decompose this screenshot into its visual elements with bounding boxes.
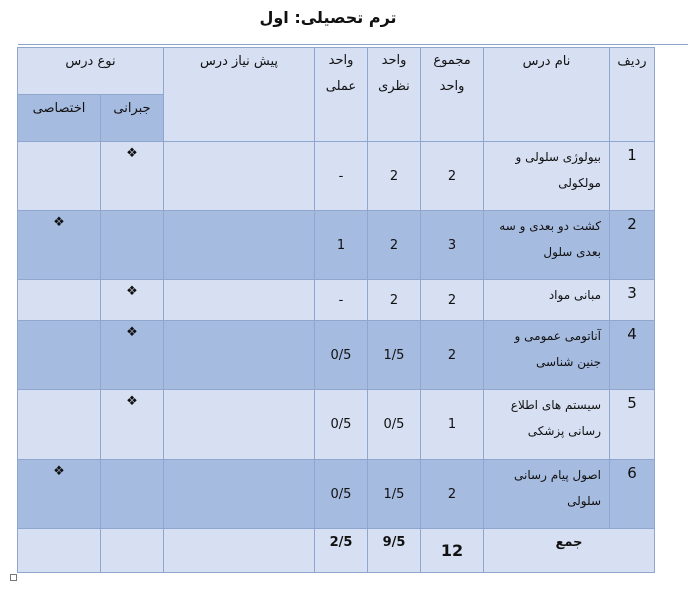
- courses-table: [17, 47, 655, 573]
- compensatory-mark-icon: ❖: [101, 390, 164, 460]
- course-name: سیستم های اطلاع رسانی پزشکی: [484, 390, 610, 460]
- practical-units: 1: [315, 211, 368, 280]
- header-row-number: ردیف: [610, 48, 655, 142]
- total-units: 1: [421, 390, 484, 460]
- course-name: بیولوژی سلولی و مولکولی: [484, 142, 610, 211]
- course-name: مبانی مواد: [484, 280, 610, 321]
- practical-units: 0/5: [315, 460, 368, 529]
- course-name: آناتومی عمومی و جنین شناسی: [484, 321, 610, 390]
- table-row: [18, 280, 655, 321]
- totals-label: جمع: [484, 529, 655, 573]
- table-row: [18, 321, 655, 390]
- table-row: [18, 142, 655, 211]
- totals-row: [18, 529, 655, 573]
- specialized-mark-icon: [18, 280, 101, 321]
- totals-practical-units: 2/5: [315, 529, 368, 573]
- prerequisite: [164, 142, 315, 211]
- practical-units: 0/5: [315, 321, 368, 390]
- specialized-mark-icon: [18, 142, 101, 211]
- practical-units: 0/5: [315, 390, 368, 460]
- prerequisite: [164, 280, 315, 321]
- prerequisite: [164, 321, 315, 390]
- header-compensatory: جبرانی: [101, 95, 164, 142]
- total-units: 2: [421, 460, 484, 529]
- theory-units: 2: [368, 280, 421, 321]
- theory-units: 2: [368, 142, 421, 211]
- header-specialized: اختصاصی: [18, 95, 101, 142]
- total-units: 2: [421, 280, 484, 321]
- compensatory-mark-icon: ❖: [101, 280, 164, 321]
- table-row: [18, 211, 655, 280]
- table-resize-handle[interactable]: [10, 574, 17, 581]
- specialized-mark-icon: [18, 390, 101, 460]
- totals-compensatory: [101, 529, 164, 573]
- totals-specialized: [18, 529, 101, 573]
- totals-theory-units: 9/5: [368, 529, 421, 573]
- top-divider: [18, 44, 688, 45]
- row-number: 5: [610, 390, 655, 460]
- theory-units: 1/5: [368, 321, 421, 390]
- header-prerequisite: پیش نیاز درس: [164, 48, 315, 142]
- compensatory-mark-icon: [101, 211, 164, 280]
- theory-units: 1/5: [368, 460, 421, 529]
- term-title: ترم تحصیلی: اول: [259, 8, 397, 27]
- totals-total-units: 12: [421, 529, 484, 573]
- specialized-mark-icon: [18, 321, 101, 390]
- header-course-type: نوع درس: [18, 48, 164, 95]
- theory-units: 2: [368, 211, 421, 280]
- course-name: اصول پیام رسانی سلولی: [484, 460, 610, 529]
- total-units: 3: [421, 211, 484, 280]
- compensatory-mark-icon: ❖: [101, 321, 164, 390]
- table-row: [18, 390, 655, 460]
- compensatory-mark-icon: [101, 460, 164, 529]
- row-number: 3: [610, 280, 655, 321]
- practical-units: -: [315, 142, 368, 211]
- practical-units: -: [315, 280, 368, 321]
- prerequisite: [164, 211, 315, 280]
- course-name: کشت دو بعدی و سه بعدی سلول: [484, 211, 610, 280]
- prerequisite: [164, 460, 315, 529]
- row-number: 1: [610, 142, 655, 211]
- specialized-mark-icon: ❖: [18, 211, 101, 280]
- row-number: 2: [610, 211, 655, 280]
- total-units: 2: [421, 321, 484, 390]
- totals-prerequisite: [164, 529, 315, 573]
- theory-units: 0/5: [368, 390, 421, 460]
- table-row: [18, 460, 655, 529]
- header-total-units: مجموع واحد: [421, 48, 484, 142]
- header-theory-units: واحد نظری: [368, 48, 421, 142]
- header-course-name: نام درس: [484, 48, 610, 142]
- row-number: 4: [610, 321, 655, 390]
- compensatory-mark-icon: ❖: [101, 142, 164, 211]
- row-number: 6: [610, 460, 655, 529]
- header-practical-units: واحد عملی: [315, 48, 368, 142]
- prerequisite: [164, 390, 315, 460]
- specialized-mark-icon: ❖: [18, 460, 101, 529]
- total-units: 2: [421, 142, 484, 211]
